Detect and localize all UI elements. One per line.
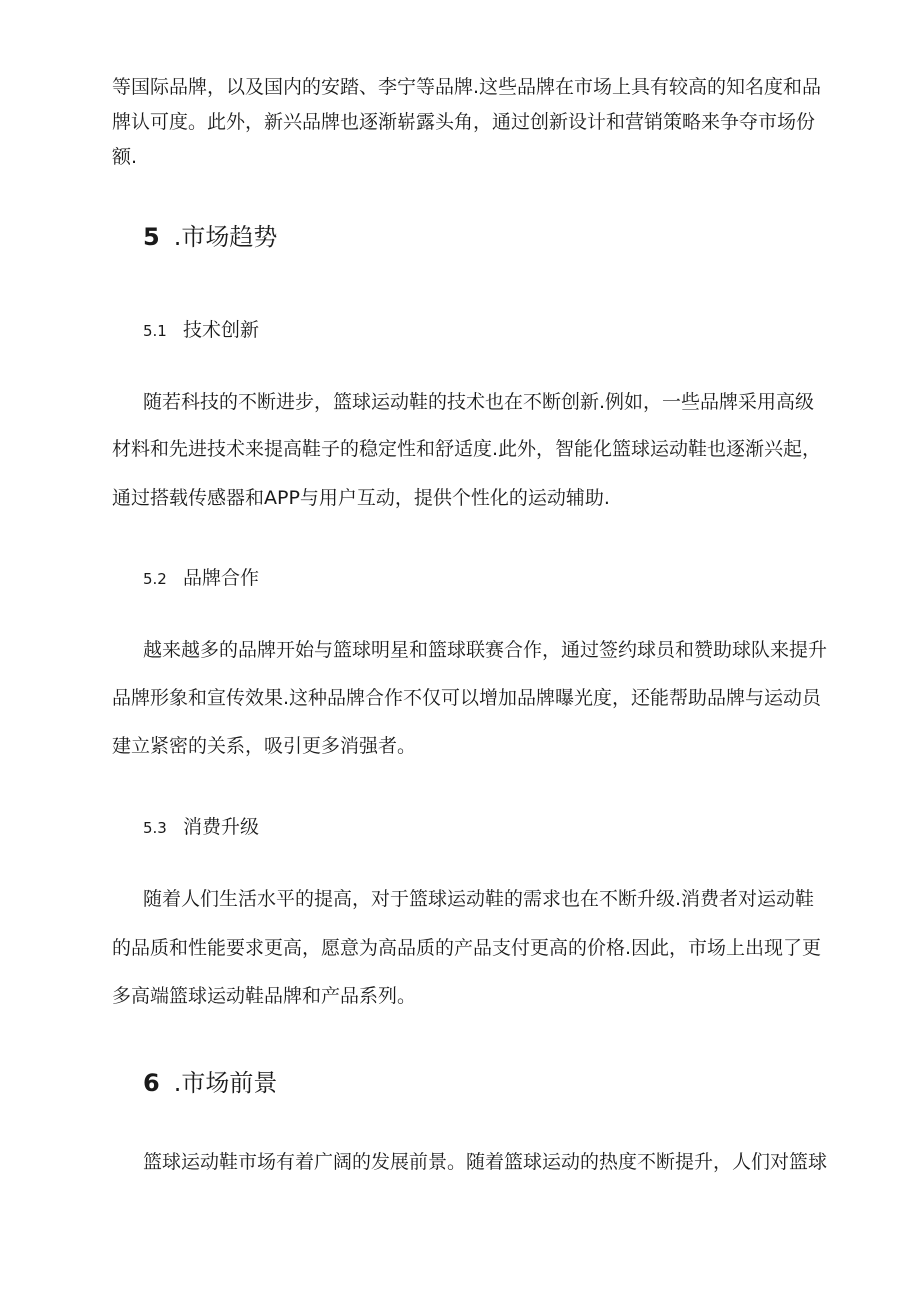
section-number: 6 bbox=[143, 1069, 160, 1097]
paragraph-line: 通过搭载传感器和APP与用户互动，提供个性化的运动辅助. bbox=[112, 487, 610, 509]
subsection-heading-5-2 bbox=[143, 566, 259, 591]
paragraph-line: 材料和先进技术来提高鞋子的稳定性和舒适度.此外，智能化篮球运动鞋也逐渐兴起， bbox=[112, 438, 822, 460]
paragraph-line: 品牌形象和宣传效果.这种品牌合作不仅可以增加品牌曝光度，还能帮助品牌与运动员 bbox=[112, 687, 822, 709]
section-heading-5 bbox=[143, 222, 277, 252]
paragraph-line: 牌认可度。此外，新兴品牌也逐渐崭露头角，通过创新设计和营销策略来争夺市场份 bbox=[112, 111, 816, 133]
subsection-number: 5.3 bbox=[143, 819, 167, 837]
paragraph-line: 额. bbox=[112, 146, 138, 168]
subsection-number: 5.1 bbox=[143, 322, 167, 340]
subsection-title: 消费升级 bbox=[183, 816, 260, 838]
paragraph-line: 的品质和性能要求更高，愿意为高品质的产品支付更高的价格.因此，市场上出现了更 bbox=[112, 937, 822, 959]
paragraph-line: 建立紧密的关系，吸引更多消强者。 bbox=[112, 735, 417, 757]
section-heading-6 bbox=[143, 1068, 277, 1098]
paragraph-line: 随着人们生活水平的提高，对于篮球运动鞋的需求也在不断升级.消费者对运动鞋 bbox=[143, 888, 815, 910]
paragraph-line: 多高端篮球运动鞋品牌和产品系列。 bbox=[112, 985, 417, 1007]
section-number: 5 bbox=[143, 223, 160, 251]
paragraph-line: 篮球运动鞋市场有着广阔的发展前景。随着篮球运动的热度不断提升，人们对篮球 bbox=[143, 1151, 828, 1173]
subsection-heading-5-1 bbox=[143, 318, 259, 343]
subsection-title: 技术创新 bbox=[183, 319, 260, 341]
paragraph-line: 等国际品牌，以及国内的安踏、李宁等品牌.这些品牌在市场上具有较高的知名度和品 bbox=[112, 76, 822, 98]
section-title: .市场前景 bbox=[173, 1069, 278, 1097]
paragraph-line: 随若科技的不断进步，篮球运动鞋的技术也在不断创新.例如，一些品牌采用高级 bbox=[143, 391, 815, 413]
paragraph-line: 越来越多的品牌开始与篮球明星和篮球联赛合作，通过签约球员和赞助球队来提升 bbox=[143, 639, 828, 661]
subsection-heading-5-3 bbox=[143, 815, 259, 840]
section-title: .市场趋势 bbox=[173, 223, 278, 251]
subsection-title: 品牌合作 bbox=[183, 567, 260, 589]
subsection-number: 5.2 bbox=[143, 570, 167, 588]
